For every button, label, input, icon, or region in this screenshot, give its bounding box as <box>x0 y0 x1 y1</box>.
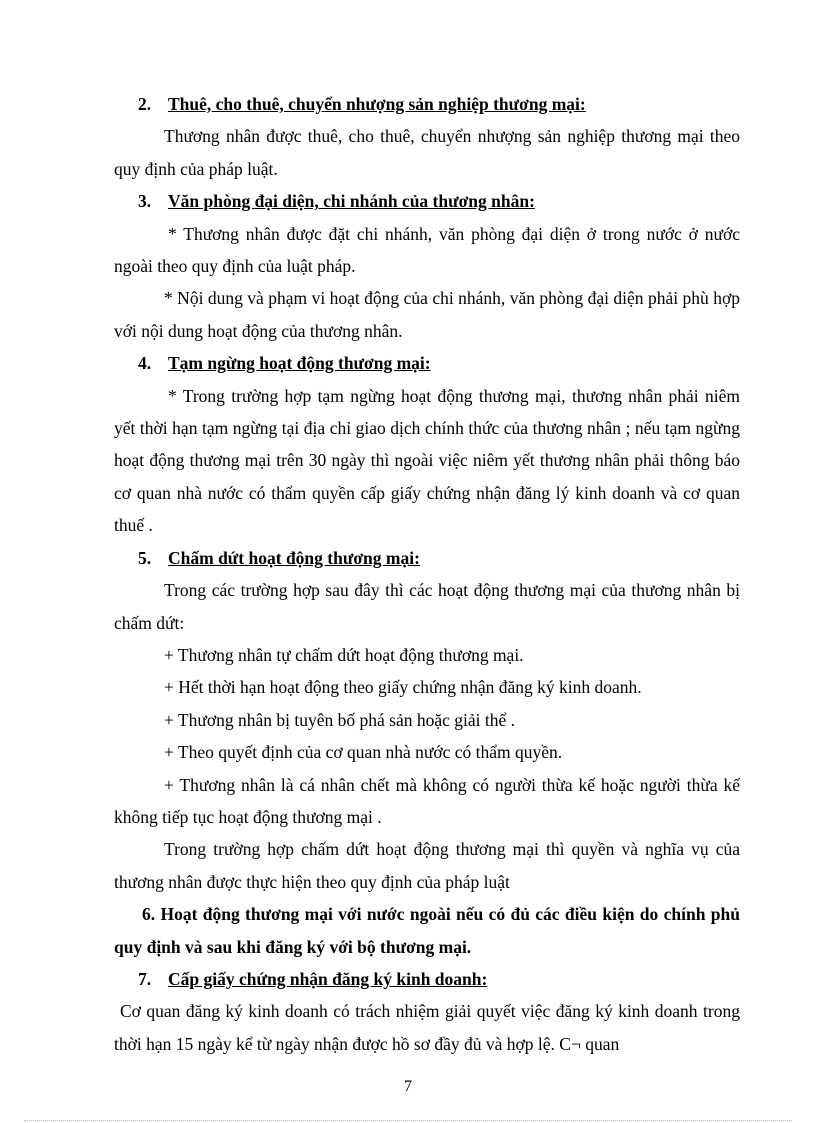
section-title: Cấp giấy chứng nhận đăng ký kinh doanh: <box>168 968 488 989</box>
document-page <box>114 88 740 1060</box>
section-number: 7. <box>138 968 152 989</box>
section-title: Chấm dứt hoạt động thương mại: <box>168 547 420 568</box>
paragraph: * Trong trường hợp tạm ngừng hoạt động thương mại, thương nhân phải niêm yết thời hạn tạm ngừng tại địa chỉ giao dịch chính thức của thương nhân ; nếu tạm ngừng hoạt động thương mại trên 30 ngày thì ngoài việc niêm yết thương nhân phải thông báo cơ quan nhà nước có thẩm quyền cấp giấy chứng nhận đăng lý kinh doanh và cơ quan thuế . <box>114 385 740 536</box>
page-number: 7 <box>404 1078 412 1095</box>
paragraph: * Nội dung và phạm vi hoạt động của chi nhánh, văn phòng đại diện phải phù hợp với nội dung hoạt động của thương nhân. <box>114 288 740 341</box>
paragraph: Thương nhân được thuê, cho thuê, chuyển nhượng sản nghiệp thương mại theo quy định của pháp luật. <box>114 126 740 179</box>
footer-divider <box>24 1120 792 1121</box>
section-number: 5. <box>138 547 152 568</box>
paragraph: Cơ quan đăng ký kinh doanh có trách nhiệm giải quyết việc đăng ký kinh doanh trong thời hạn 15 ngày kể từ ngày nhận được hồ sơ đầy đủ và hợp lệ. C¬ quan <box>114 1001 740 1054</box>
section-heading-5 <box>114 542 740 574</box>
section-number: 2. <box>138 94 152 114</box>
list-item: + Thương nhân bị tuyên bố phá sản hoặc giải thể . <box>164 709 515 730</box>
section-number: 3. <box>138 191 152 212</box>
list-item: + Thương nhân là cá nhân chết mà không có người thừa kế hoặc người thừa kế không tiếp tục hoạt động thương mại . <box>114 774 740 827</box>
section-title: Văn phòng đại diện, chi nhánh của thương nhân: <box>168 191 535 212</box>
section-heading-7 <box>114 963 740 995</box>
list-item: + Theo quyết định của cơ quan nhà nước có thẩm quyền. <box>164 742 563 763</box>
paragraph: Trong trường hợp chấm dứt hoạt động thương mại thì quyền và nghĩa vụ của thương nhân được thực hiện theo quy định của pháp luật <box>114 839 740 892</box>
section-title: Tạm ngừng hoạt động thương mại: <box>168 353 431 374</box>
paragraph: * Thương nhân được đặt chi nhánh, văn phòng đại diện ở trong nước ở nước ngoài theo quy định của luật pháp. <box>114 223 740 277</box>
section-heading-4 <box>114 347 740 379</box>
list-item: + Thương nhân tự chấm dứt hoạt động thương mại. <box>164 644 524 665</box>
paragraph: Trong các trường hợp sau đây thì các hoạt động thương mại của thương nhân bị chấm dứt: <box>114 580 740 633</box>
list-item: + Hết thời hạn hoạt động theo giấy chứng nhận đăng ký kinh doanh. <box>164 677 642 698</box>
section-heading-2 <box>114 88 740 120</box>
section-heading-3 <box>114 185 740 217</box>
section-title: Thuê, cho thuê, chuyển nhượng sản nghiệp thương mại: <box>168 94 586 114</box>
section-heading-6: 6. Hoạt động thương mại với nước ngoài nếu có đủ các điều kiện do chính phủ quy định và sau khi đăng ký với bộ thương mại. <box>114 904 740 957</box>
section-number: 4. <box>138 353 152 374</box>
